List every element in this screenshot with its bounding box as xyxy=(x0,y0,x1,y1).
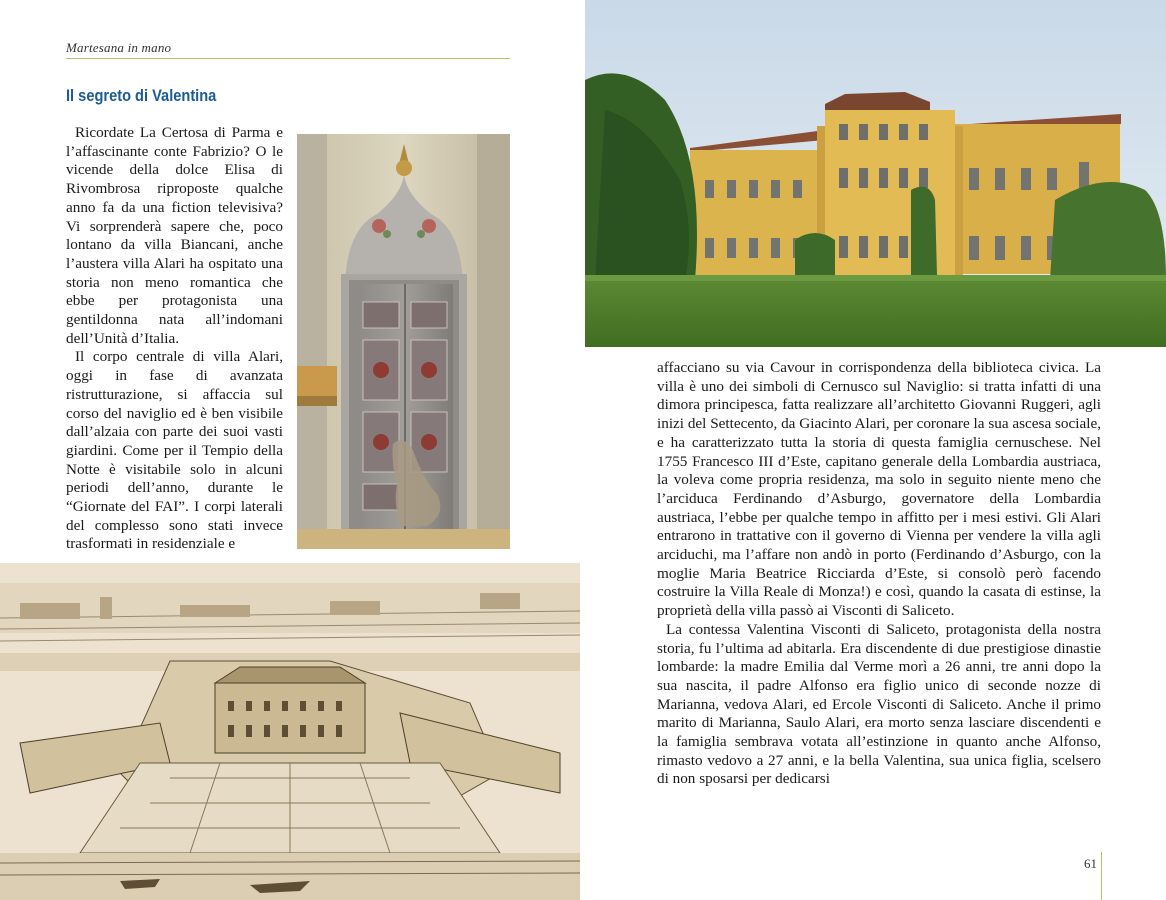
paragraph: Ricordate La Certosa di Parma e l’affascinante conte Fabrizio? O le vicende della dolce Elisa di Rivombrosa riproposte qualche anno fa da una fiction televisiva? Vi sorprenderà sapere che, poco lontano da villa Biancani, anche l’austera villa Alari ha ospitato una storia non meno romantica che ebbe per protagonista una gentildonna nata all’indomani dell’Unità d’Italia. xyxy=(66,124,283,347)
painted-door-photo xyxy=(297,134,510,549)
page-number: 61 xyxy=(1084,856,1097,871)
engraving-image xyxy=(0,563,580,900)
page-number-rule xyxy=(1101,852,1102,900)
left-text-column xyxy=(66,124,283,554)
villa-facade-image xyxy=(585,0,1166,347)
painted-door-image xyxy=(297,134,510,549)
paragraph: Il corpo centrale di villa Alari, oggi in fase di avanzata ristrutturazione, si affaccia sul corso del naviglio ed è ben visibile dall’alzaia con parte dei suoi vasti giardini. Come per il Tempio della Notte è visitabile solo in alcuni periodi dell’anno, durante le “Giornate del FAI”. I corpi laterali del complesso sono stati invece trasformati in residenziale e xyxy=(66,348,283,553)
paragraph: affacciano su via Cavour in corrispondenza della biblioteca civica. La villa è uno dei simboli di Cernusco sul Naviglio: si tratta infatti di una dimora principesca, fatta realizzare all’architetto Giovanni Ruggeri, agli inizi del Settecento, da Giacinto Alari, per coronare la sua ascesa sociale, e ha caratterizzato tutta la storia di questa famiglia cernuschese. Nel 1755 Francesco III d’Este, capitano generale della Lombardia austriaca, la voleva come propria residenza, ma solo in seguito niente meno che l’arciduca Ferdinando d’Asburgo, governatore della Lombardia austriaca, l’ebbe per qualche tempo in affitto per i mesi estivi. Gli Alari entrarono in trattative con il governo di Vienna per vendere la villa agli arciduchi, ma l’affare non andò in porto (Ferdinando d’Asburgo, con la moglie Maria Beatrice Ricciarda d’Este, si consolò però facendo costruire la Villa Reale di Monza!) e così, quando la casata di estinse, la proprietà della villa passò ai Visconti di Saliceto. xyxy=(657,359,1101,620)
villa-engraving xyxy=(0,563,580,900)
villa-alari-photo xyxy=(585,0,1166,347)
paragraph: La contessa Valentina Visconti di Saliceto, protagonista della nostra storia, fu l’ultima ad abitarla. Era discendente di due prestigiose dinastie lombarde: la madre Emilia dal Verme morì a 26 anni, tre anni dopo la sua nascita, il padre Alfonso era figlio unico di seconde nozze di Marianna, vedova Alari, ed Ercole Visconti di Saliceto. Anche il primo marito di Marianna, Saulo Alari, era morto senza lasciare discendenti e la famiglia sembrava votata all’estinzione in quanto anche Alfonso, rimasto vedovo a 27 anni, e la bella Valentina, sua unica figlia, scelsero di non sposarsi per dedicarsi xyxy=(657,620,1101,788)
right-text-column xyxy=(657,359,1101,789)
running-header-title: Martesana in mano xyxy=(66,40,172,55)
header-rule xyxy=(66,58,510,59)
section-title: Il segreto di Valentina xyxy=(66,86,217,105)
